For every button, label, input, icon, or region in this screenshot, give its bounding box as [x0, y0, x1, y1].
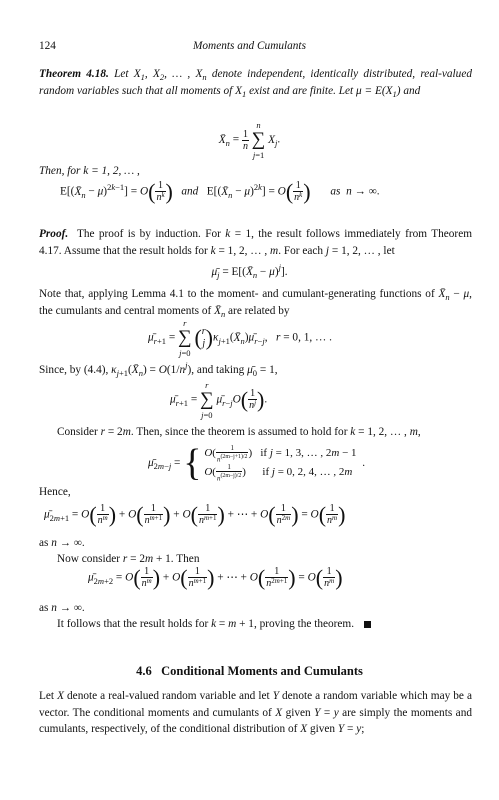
proof-line-now: Now consider r = 2m + 1. Then [57, 553, 200, 565]
page-number: 124 [39, 40, 56, 52]
section-number: 4.6 [136, 664, 152, 678]
running-title: Moments and Cumulants [193, 40, 306, 52]
section-title: Conditional Moments and Cumulants [161, 664, 363, 678]
equation-result: $E[(X̄_n - \mu)^{2k-1}] = O$( $\frac{1}{n^k}$ ) and $E[(X̄_n - \mu)^{2k}] = O$( $\frac{1}{n^k}$ ) as n → ∞. [60, 178, 380, 204]
equation-recursion: $\mū_{r+1} = r$ ∑ j=0 $\mū_{r-j}O$( $\frac{1}{n^j}$ ). [170, 380, 268, 420]
theorem-statement [39, 66, 472, 99]
hence-label: Hence, [39, 486, 71, 498]
equation-mean: $X̄_n$ = $\frac{1}{n}$ n ∑ j=1 $X_j$. [218, 120, 281, 160]
section-heading [0, 663, 499, 680]
proof-paragraph-2: Note that, applying Lemma 4.1 to the moment- and cumulant-generating functions of $X̄_n - \mu$, the cumulants and central moments of $X̄_n$ are related by [39, 288, 472, 319]
qed-square-icon [364, 621, 371, 628]
section-paragraph: Let X denote a real-valued random variable and let Y denote a random variable which may be a vector. The conditional moments and cumulants of X given Y = y are simply the moments and cumulants, respectively, of the conditional distribution of X given Y = y; [39, 690, 472, 735]
theorem-label: Theorem 4.18. [39, 68, 109, 80]
equation-mu-2m-plus-2: $\mū_{2m+2} = O$( $\frac{1}{n^m}$ ) + O( $\frac{1}{n^{m+1}}$ ) + ⋯ + O( $\frac{1}{n^{2m+1}}$ ) = O( $\frac{1}{n^m}$ ) [88, 564, 343, 590]
proof-line-consider: Consider r = 2m. Then, since the theorem is assumed to hold for k = 1, 2, … , m, [57, 426, 421, 438]
theorem-text: Let $X_1$, $X_2$, … , $X_n$ denote independent, identically distributed, real-valued random variables such that all moments of $X_1$ exist and are finite. Let $\mu = E(X_1)$ and [39, 68, 472, 99]
as-n-line-1: as n → ∞. [39, 537, 85, 549]
equation-mu-2m-plus-1: $\mū_{2m+1} = O$( $\frac{1}{n^m}$ ) + O( $\frac{1}{n^{m+1}}$ ) + O( $\frac{1}{n^{m+1}}$ ) + ⋯ + O( $\frac{1}{n^{2m}}$ ) = O( $\frac{1}{n^m}$ ) [44, 501, 346, 527]
as-n-line-2: as n → ∞. [39, 602, 85, 614]
equation-mu-j: $\mū_j$ = $E[(X̄_n - \mu)^j]$. [211, 262, 288, 280]
proof-label: Proof. [39, 228, 69, 240]
proof-conclusion: It follows that the result holds for k = m + 1, proving the theorem. [57, 616, 371, 633]
equation-relation: $\mū_{r+1} = r$ ∑ j=0 ( r j )$\kappa_{j+1}(X̄_n)\mū_{r-j}$, r = 0, 1, … . [148, 318, 332, 358]
proof-line-since: Since, by (4.4), $\kappa_{j+1}(X̄_n) = O(1/n^j)$, and taking $\mū_0 = 1$, [39, 360, 278, 378]
proof-paragraph-1: Proof. The proof is by induction. For k = 1, the result follows immediately from Theorem 4.17. Assume that the result holds for k = 1, 2, … , m. For each j = 1, 2, … , let [39, 228, 472, 257]
equation-cases: $\mū_{2m-j}$ = { O( $\frac{1}{n^{(2m-j+1)/2}}$ ) if j = 1, 3, … , 2m − 1 O( $\frac{1}{n^{(2m-j)/2}}$ ) if j = 0, 2, 4, … , 2m . [148, 442, 366, 485]
then-line: Then, for k = 1, 2, … , [39, 165, 140, 177]
